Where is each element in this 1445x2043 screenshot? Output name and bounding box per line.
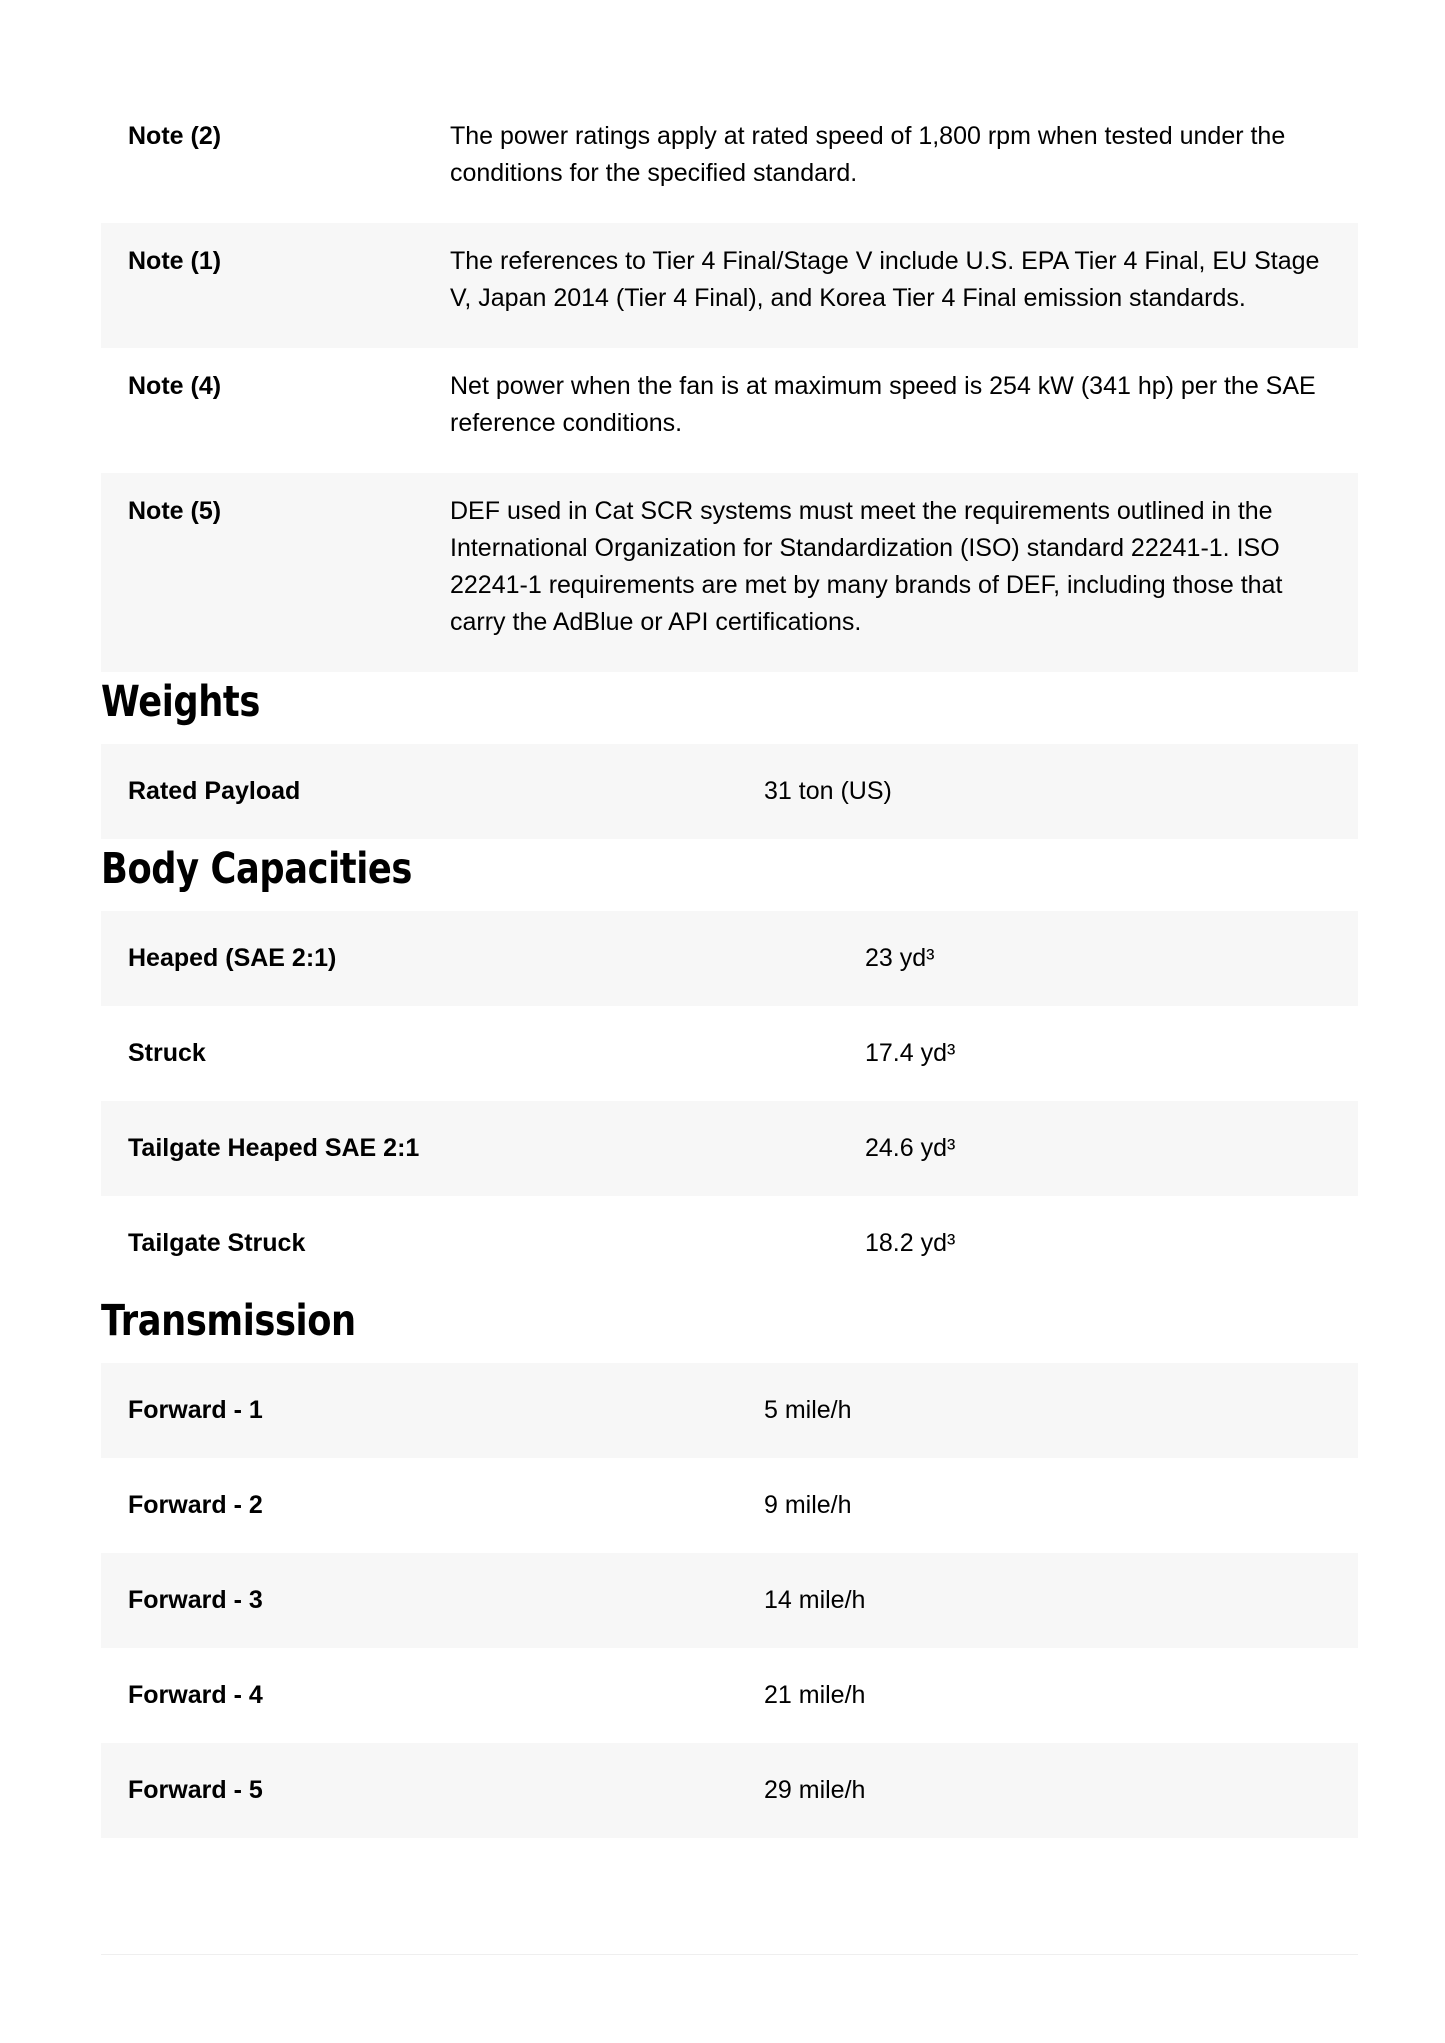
weights-heading: Weights [101,677,260,727]
table-row [101,1458,1358,1553]
note-label: Note (1) [128,247,222,275]
notes-table [101,98,1358,672]
spec-value: 5 mile/h [764,1396,852,1424]
table-row [101,744,1358,839]
weights-table [101,744,1358,839]
table-row [101,1006,1358,1101]
spec-label: Rated Payload [128,777,301,805]
spec-label: Forward - 3 [128,1586,263,1614]
body-capacities-heading: Body Capacities [101,844,412,894]
note-label: Note (2) [128,122,222,150]
spec-label: Struck [128,1039,206,1067]
table-row [101,348,1358,473]
table-row [101,473,1358,672]
spec-value: 18.2 yd³ [865,1229,956,1257]
spec-value: 9 mile/h [764,1491,852,1519]
table-row [101,223,1358,348]
table-row [101,1553,1358,1648]
table-row [101,1743,1358,1838]
table-row [101,1196,1358,1291]
spec-value: 21 mile/h [764,1681,866,1709]
spec-value: 14 mile/h [764,1586,866,1614]
spec-label: Forward - 1 [128,1396,263,1424]
spec-value: 31 ton (US) [764,777,892,805]
body-capacities-table [101,911,1358,1291]
note-text: Net power when the fan is at maximum speed is 254 kW (341 hp) per the SAE reference conditions. [450,372,1316,437]
table-row [101,911,1358,1006]
table-row [101,1648,1358,1743]
note-text: The power ratings apply at rated speed of 1,800 rpm when tested under the conditions for the specified standard. [450,122,1286,187]
spec-value: 23 yd³ [865,944,935,972]
bottom-divider [101,1954,1358,1955]
spec-page [101,98,1358,1838]
spec-label: Tailgate Struck [128,1229,306,1257]
spec-label: Forward - 4 [128,1681,263,1709]
transmission-table [101,1363,1358,1838]
spec-value: 29 mile/h [764,1776,866,1804]
spec-label: Forward - 2 [128,1491,263,1519]
spec-label: Forward - 5 [128,1776,263,1804]
table-row [101,1101,1358,1196]
note-label: Note (5) [128,497,222,525]
spec-label: Heaped (SAE 2:1) [128,944,337,972]
table-row [101,1363,1358,1458]
transmission-heading: Transmission [101,1296,356,1346]
note-text: DEF used in Cat SCR systems must meet the requirements outlined in the International Organization for Standardization (ISO) standard 22241-1. ISO 22241-1 requirements are met by many brands of DEF, including those that carry the AdBlue or API certifications. [450,497,1283,636]
table-row [101,98,1358,223]
spec-label: Tailgate Heaped SAE 2:1 [128,1134,420,1162]
note-label: Note (4) [128,372,222,400]
spec-value: 24.6 yd³ [865,1134,956,1162]
note-text: The references to Tier 4 Final/Stage V include U.S. EPA Tier 4 Final, EU Stage V, Japan 2014 (Tier 4 Final), and Korea Tier 4 Final emission standards. [450,247,1320,312]
spec-value: 17.4 yd³ [865,1039,956,1067]
